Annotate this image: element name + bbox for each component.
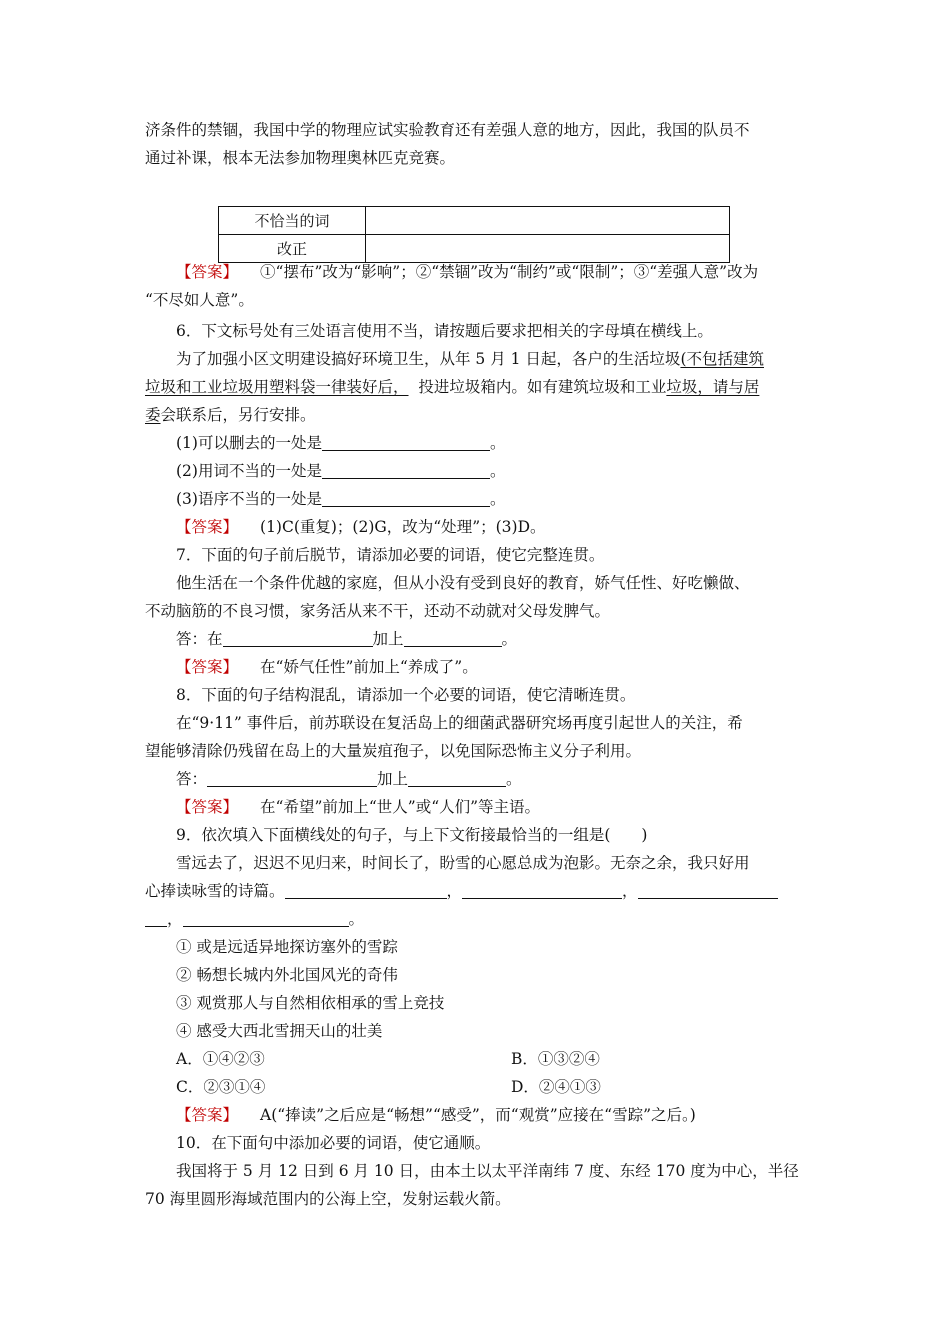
answer-blank[interactable] [638,881,778,899]
answer-table [218,206,730,263]
q8-para-line-2: 望能够清除仍残留在岛上的大量炭疽孢子，以免国际恐怖主义分子利用。 [145,742,642,760]
answer-blank[interactable] [322,489,490,507]
q5-answer [176,259,841,285]
answer-text: ①“摆布”改为“影响”；②“禁锢”改为“制约”或“限制”；③“差强人意”改为 [260,263,759,281]
answer-blank[interactable] [322,461,490,479]
q7-para-line-1: 他生活在一个条件优越的家庭，但从小没有受到良好的教育，娇气任性、好吃懒做、 [176,574,750,592]
punct: 。 [506,770,522,788]
answer-text: 在“娇气任性”前加上“养成了”。 [260,658,478,676]
q9-options-row-1 [176,1046,810,1072]
q6-sub-3 [176,486,810,512]
punct: 。 [348,910,365,928]
answer-blank[interactable] [404,629,502,647]
answer-tag: 【答案】 [176,798,239,816]
intro-line-2: 通过补课，根本无法参加物理奥林匹克竞赛。 [145,149,456,167]
q6-underlined-text: 委 [145,406,161,424]
q6-stem: 6．下文标号处有三处语言使用不当，请按题后要求把相关的字母填在横线上。 [176,322,713,340]
punct: ， [167,910,183,928]
punct: ， [622,882,638,900]
q6-answer [176,514,810,540]
q7-para-line-2: 不动脑筋的不良习惯，家务活从来不干，还动不动就对父母发脾气。 [145,602,611,620]
answer-blank[interactable] [285,881,447,899]
q10-stem: 10．在下面句中添加必要的词语，使它通顺。 [176,1134,491,1152]
punct: 。 [501,630,518,648]
punct: 。 [489,462,506,480]
q6-sub-1 [176,430,810,456]
q6-underlined-text: (不包括建筑 [680,350,764,368]
punct: 。 [489,434,506,452]
table-row [219,207,730,235]
q6-para-line-2 [145,374,810,400]
q9-text: 心捧读咏雪的诗篇。 [145,882,285,900]
answer-blank[interactable] [223,629,373,647]
q9-para-line-3 [145,906,810,932]
q9-answer [176,1102,810,1128]
answer-blank[interactable] [408,769,506,787]
q6-underlined-text: 垃圾，请与居 [666,378,760,396]
option-a[interactable]: A．①④②③ [176,1050,265,1068]
q8-answer [176,794,810,820]
answer-mid: 加上 [377,770,409,788]
q5-answer-cont: “不尽如人意”。 [145,291,254,309]
answer-tag: 【答案】 [176,1106,239,1124]
q9-item-3: ③ 观赏那人与自然相依相承的雪上竞技 [176,994,445,1012]
q8-fill [176,766,810,792]
answer-blank[interactable] [145,909,167,927]
table-fill-cell [366,207,730,235]
answer-text: A(“捧读”之后应是“畅想”“感受”，而“观赏”应接在“雪踪”之后。) [260,1106,696,1124]
q10-para-line-2: 70 海里圆形海域范围内的公海上空，发射运载火箭。 [145,1190,511,1208]
option-b[interactable]: B．①③②④ [511,1050,600,1068]
answer-text: 在“希望”前加上“世人”或“人们”等主语。 [260,798,541,816]
answer-tag: 【答案】 [176,263,239,281]
answer-mid: 加上 [372,630,404,648]
punct: 。 [489,490,506,508]
q6-sub-label: (1)可以删去的一处是 [176,434,322,452]
q6-text: 投进垃圾箱内。如有建筑垃圾和工业 [408,378,667,396]
answer-prefix: 答： [176,770,208,788]
option-c[interactable]: C．②③①④ [176,1078,266,1096]
answer-blank[interactable] [322,433,490,451]
answer-tag: 【答案】 [176,658,239,676]
q9-para-line-2 [145,878,810,904]
answer-blank[interactable] [183,909,349,927]
option-d[interactable]: D．②④①③ [511,1078,601,1096]
q6-sub-label: (3)语序不当的一处是 [176,490,322,508]
q10-para-line-1: 我国将于 5 月 12 日到 6 月 10 日，由本土以太平洋南纬 7 度、东经 170 度为中心，半径 [176,1162,799,1180]
q9-item-2: ② 畅想长城内外北国风光的奇伟 [176,966,398,984]
q7-stem: 7．下面的句子前后脱节，请添加必要的词语，使它完整连贯。 [176,546,605,564]
q6-text: 为了加强小区文明建设搞好环境卫生，从年 5 月 1 日起，各户的生活垃圾 [176,350,681,368]
q8-stem: 8．下面的句子结构混乱，请添加一个必要的词语，使它清晰连贯。 [176,686,636,704]
q8-para-line-1: 在“9·11” 事件后，前苏联设在复活岛上的细菌武器研究场再度引起世人的关注，希 [176,714,743,732]
intro-line-1: 济条件的禁锢，我国中学的物理应试实验教育还有差强人意的地方，因此，我国的队员不 [145,121,750,139]
q9-options-row-2 [176,1074,810,1100]
q6-para-line-3 [145,402,810,428]
q6-sub-label: (2)用词不当的一处是 [176,462,322,480]
answer-blank[interactable] [207,769,377,787]
answer-text: (1)C(重复)；(2)G，改为“处理”；(3)D。 [260,518,546,536]
q9-item-4: ④ 感受大西北雪拥天山的壮美 [176,1022,383,1040]
q6-para-line-1 [176,346,810,372]
table-label-correction: 改正 [219,235,366,263]
q7-answer [176,654,810,680]
q6-underlined-text: 垃圾和工业垃圾用塑料袋一律装好后， [145,378,409,396]
answer-tag: 【答案】 [176,518,239,536]
q6-sub-2 [176,458,810,484]
q9-para-line-1: 雪远去了，迟迟不见归来，时间长了，盼雪的心愿总成为泡影。无奈之余，我只好用 [176,854,750,872]
q6-text: 会联系后，另行安排。 [160,406,316,424]
q7-fill [176,626,810,652]
punct: ， [446,882,463,900]
q9-item-1: ① 或是远适异地探访塞外的雪踪 [176,938,398,956]
answer-blank[interactable] [462,881,622,899]
q9-stem: 9．依次填入下面横线处的句子，与上下文衔接最恰当的一组是( ) [176,826,648,844]
table-label-wrong-word: 不恰当的词 [219,207,366,235]
answer-prefix: 答：在 [176,630,223,648]
